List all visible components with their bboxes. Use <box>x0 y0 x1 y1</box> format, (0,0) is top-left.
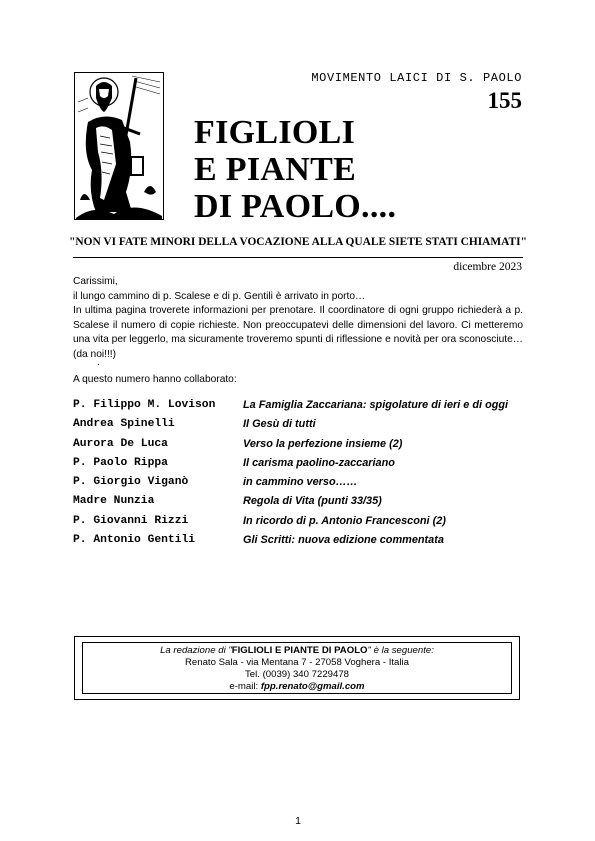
email-link[interactable]: fpp.renato@gmail.com <box>260 681 365 692</box>
page-number: 1 <box>295 815 301 827</box>
contributor-name: P. Paolo Rippa <box>73 456 168 469</box>
letter-greeting: Carissimi, <box>73 276 118 287</box>
letter-line: il lungo cammino di p. Scalese e di p. Gentili è arrivato in porto… <box>73 290 366 302</box>
title-line-2: E PIANTE <box>194 151 357 188</box>
contributor-name: Andrea Spinelli <box>73 418 175 431</box>
contributor-name: Aurora De Luca <box>73 437 168 450</box>
redaction-intro-pre: La redazione di " <box>160 645 232 656</box>
article-title: Verso la perfezione insieme (2) <box>243 437 403 450</box>
contributor-name: Madre Nunzia <box>73 495 155 508</box>
redaction-inner-frame <box>82 642 512 694</box>
contributor-name: P. Filippo M. Lovison <box>73 399 216 411</box>
contributor-row <box>73 399 528 418</box>
letter-paragraph: In ultima pagina troverete informazioni per prenotare. Il coordinatore di ogni gruppo richiederà a p. Scalese il numero di copie richieste. Non preoccupatevi delle dimensioni del lavoro. Ci metteremo una vita per leggerlo, ma sicuramente troveremo spunti di riflessione e novità per ora sconosciute… (da noi!!!) <box>73 305 523 360</box>
article-title: In ricordo di p. Antonio Francesconi (2) <box>243 514 446 527</box>
letter-body <box>73 275 523 363</box>
article-title: Il carisma paolino-zaccariano <box>243 456 395 469</box>
contributor-name: P. Antonio Gentili <box>73 534 196 547</box>
motto: "NON VI FATE MINORI DELLA VOCAZIONE ALLA QUALE SIETE STATI CHIAMATI" <box>69 236 527 248</box>
contributor-row <box>73 457 528 476</box>
article-title: Regola di Vita (punti 33/35) <box>243 495 382 508</box>
contributor-row <box>73 438 528 457</box>
redaction-intro-post: " è la seguente: <box>367 645 434 656</box>
saint-paul-woodcut-image <box>74 72 164 220</box>
redaction-intro <box>83 645 511 657</box>
collaborators-intro: A questo numero hanno collaborato: <box>73 374 237 385</box>
contributor-row <box>73 534 528 553</box>
contributors-list <box>73 399 528 553</box>
title-line-3: DI PAOLO.... <box>194 188 397 225</box>
email-label: e-mail: <box>229 681 261 692</box>
contributor-row <box>73 515 528 534</box>
redaction-box <box>74 636 520 700</box>
contributor-row <box>73 495 528 514</box>
contributor-name: P. Giovanni Rizzi <box>73 514 189 527</box>
redaction-address: Renato Sala - via Mentana 7 - 27058 Voghera - Italia <box>185 657 409 668</box>
issue-date: dicembre 2023 <box>453 261 522 273</box>
title-line-1: FIGLIOLI <box>194 114 356 151</box>
article-title: in cammino verso…… <box>243 476 358 489</box>
header-divider <box>73 257 523 258</box>
movement-name: MOVIMENTO LAICI DI S. PAOLO <box>311 71 522 85</box>
magazine-name: FIGLIOLI E PIANTE DI PAOLO <box>231 645 368 656</box>
redaction-phone: Tel. (0039) 340 7229478 <box>244 669 349 680</box>
contributor-row <box>73 418 528 437</box>
issue-number: 155 <box>487 88 522 113</box>
redaction-email-line <box>83 681 511 693</box>
article-title: Gli Scritti: nuova edizione commentata <box>243 534 444 547</box>
article-title: La Famiglia Zaccariana: spigolature di ieri e di oggi <box>243 399 509 411</box>
article-title: Il Gesù di tutti <box>243 418 316 431</box>
contributor-row <box>73 476 528 495</box>
stray-mark: . <box>97 357 100 368</box>
contributor-name: P. Giorgio Viganò <box>73 476 189 489</box>
